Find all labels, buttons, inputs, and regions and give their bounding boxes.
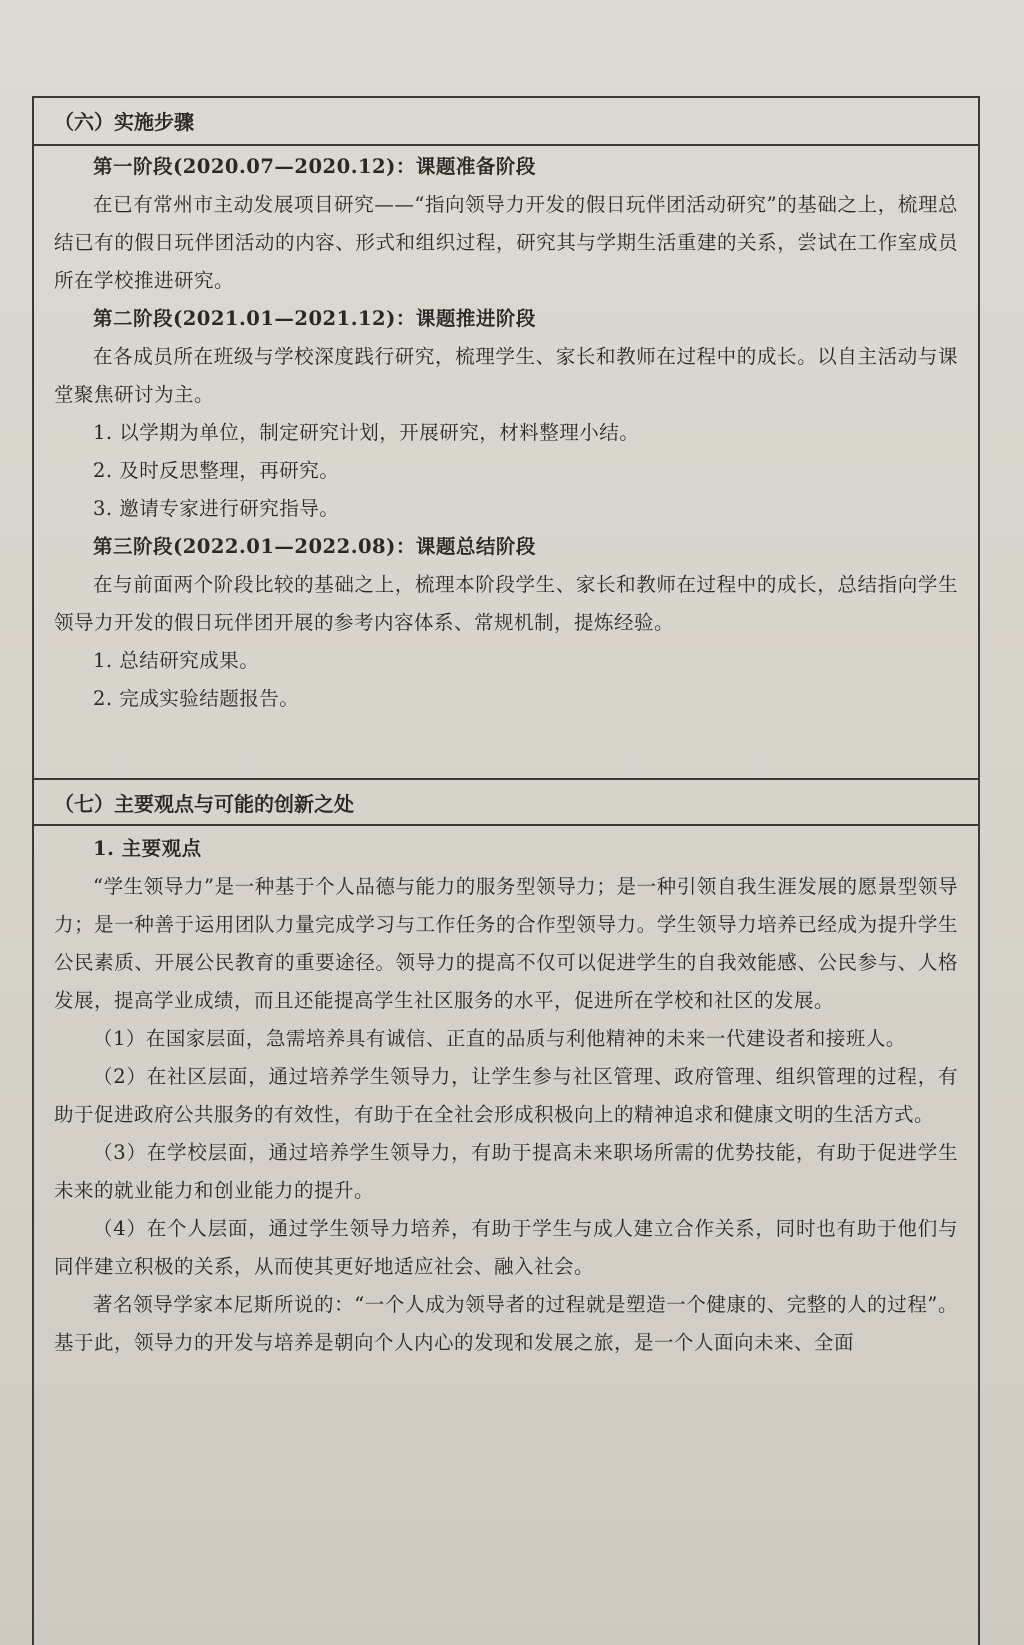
point-individual: （4）在个人层面，通过学生领导力培养，有助于学生与成人建立合作关系，同时也有助于他们与同伴建立积极的关系，从而使其更好地适应社会、融入社会。 [54, 1217, 958, 1278]
form-table [32, 96, 980, 1645]
stage-2-text: 在各成员所在班级与学校深度践行研究，梳理学生、家长和教师在过程中的成长。以自主活动与课堂聚焦研讨为主。 [54, 345, 958, 406]
stage-2-title: 第二阶段(2021.01—2021.12)：课题推进阶段 [93, 307, 536, 330]
stage-3-text: 在与前面两个阶段比较的基础之上，梳理本阶段学生、家长和教师在过程中的成长，总结指向学生领导力开发的假日玩伴团开展的参考内容体系、常规机制，提炼经验。 [54, 573, 958, 634]
section-7-header: （七）主要观点与可能的创新之处 [34, 778, 978, 826]
stage-3-item: 1. 总结研究成果。 [93, 649, 260, 672]
main-points-intro: “学生领导力”是一种基于个人品德与能力的服务型领导力；是一种引领自我生涯发展的愿景型领导力；是一种善于运用团队力量完成学习与工作任务的合作型领导力。学生领导力培养已经成为提升学生公民素质、开展公民教育的重要途径。领导力的提高不仅可以促进学生的自我效能感、公民参与、人格发展，提高学业成绩，而且还能提高学生社区服务的水平，促进所在学校和社区的发展。 [54, 875, 958, 1012]
stage-2-item: 3. 邀请专家进行研究指导。 [93, 497, 340, 520]
stage-2-item: 2. 及时反思整理，再研究。 [93, 459, 340, 482]
point-school: （3）在学校层面，通过培养学生领导力，有助于提高未来职场所需的优势技能，有助于促进学生未来的就业能力和创业能力的提升。 [54, 1141, 958, 1202]
point-community: （2）在社区层面，通过培养学生领导力，让学生参与社区管理、政府管理、组织管理的过程，有助于促进政府公共服务的有效性，有助于在全社会形成积极向上的精神追求和健康文明的生活方式。 [54, 1065, 958, 1126]
point-national: （1）在国家层面，急需培养具有诚信、正直的品质与利他精神的未来一代建设者和接班人。 [93, 1027, 906, 1050]
closing-paragraph: 著名领导学家本尼斯所说的：“一个人成为领导者的过程就是塑造一个健康的、完整的人的过程”。基于此，领导力的开发与培养是朝向个人内心的发现和发展之旅，是一个人面向未来、全面 [54, 1293, 958, 1354]
section-6-body [34, 148, 978, 718]
stage-1-title: 第一阶段(2020.07—2020.12)：课题准备阶段 [93, 155, 536, 178]
section-6-header: （六）实施步骤 [34, 98, 978, 146]
stage-2-item: 1. 以学期为单位，制定研究计划，开展研究，材料整理小结。 [93, 421, 640, 444]
stage-3-item: 2. 完成实验结题报告。 [93, 687, 300, 710]
section-7-body [34, 830, 978, 1362]
stage-1-text: 在已有常州市主动发展项目研究——“指向领导力开发的假日玩伴团活动研究”的基础之上，梳理总结已有的假日玩伴团活动的内容、形式和组织过程，研究其与学期生活重建的关系，尝试在工作室成员所在学校推进研究。 [54, 193, 958, 292]
main-points-subhead: 1. 主要观点 [93, 837, 202, 860]
stage-3-title: 第三阶段(2022.01—2022.08)：课题总结阶段 [93, 535, 536, 558]
